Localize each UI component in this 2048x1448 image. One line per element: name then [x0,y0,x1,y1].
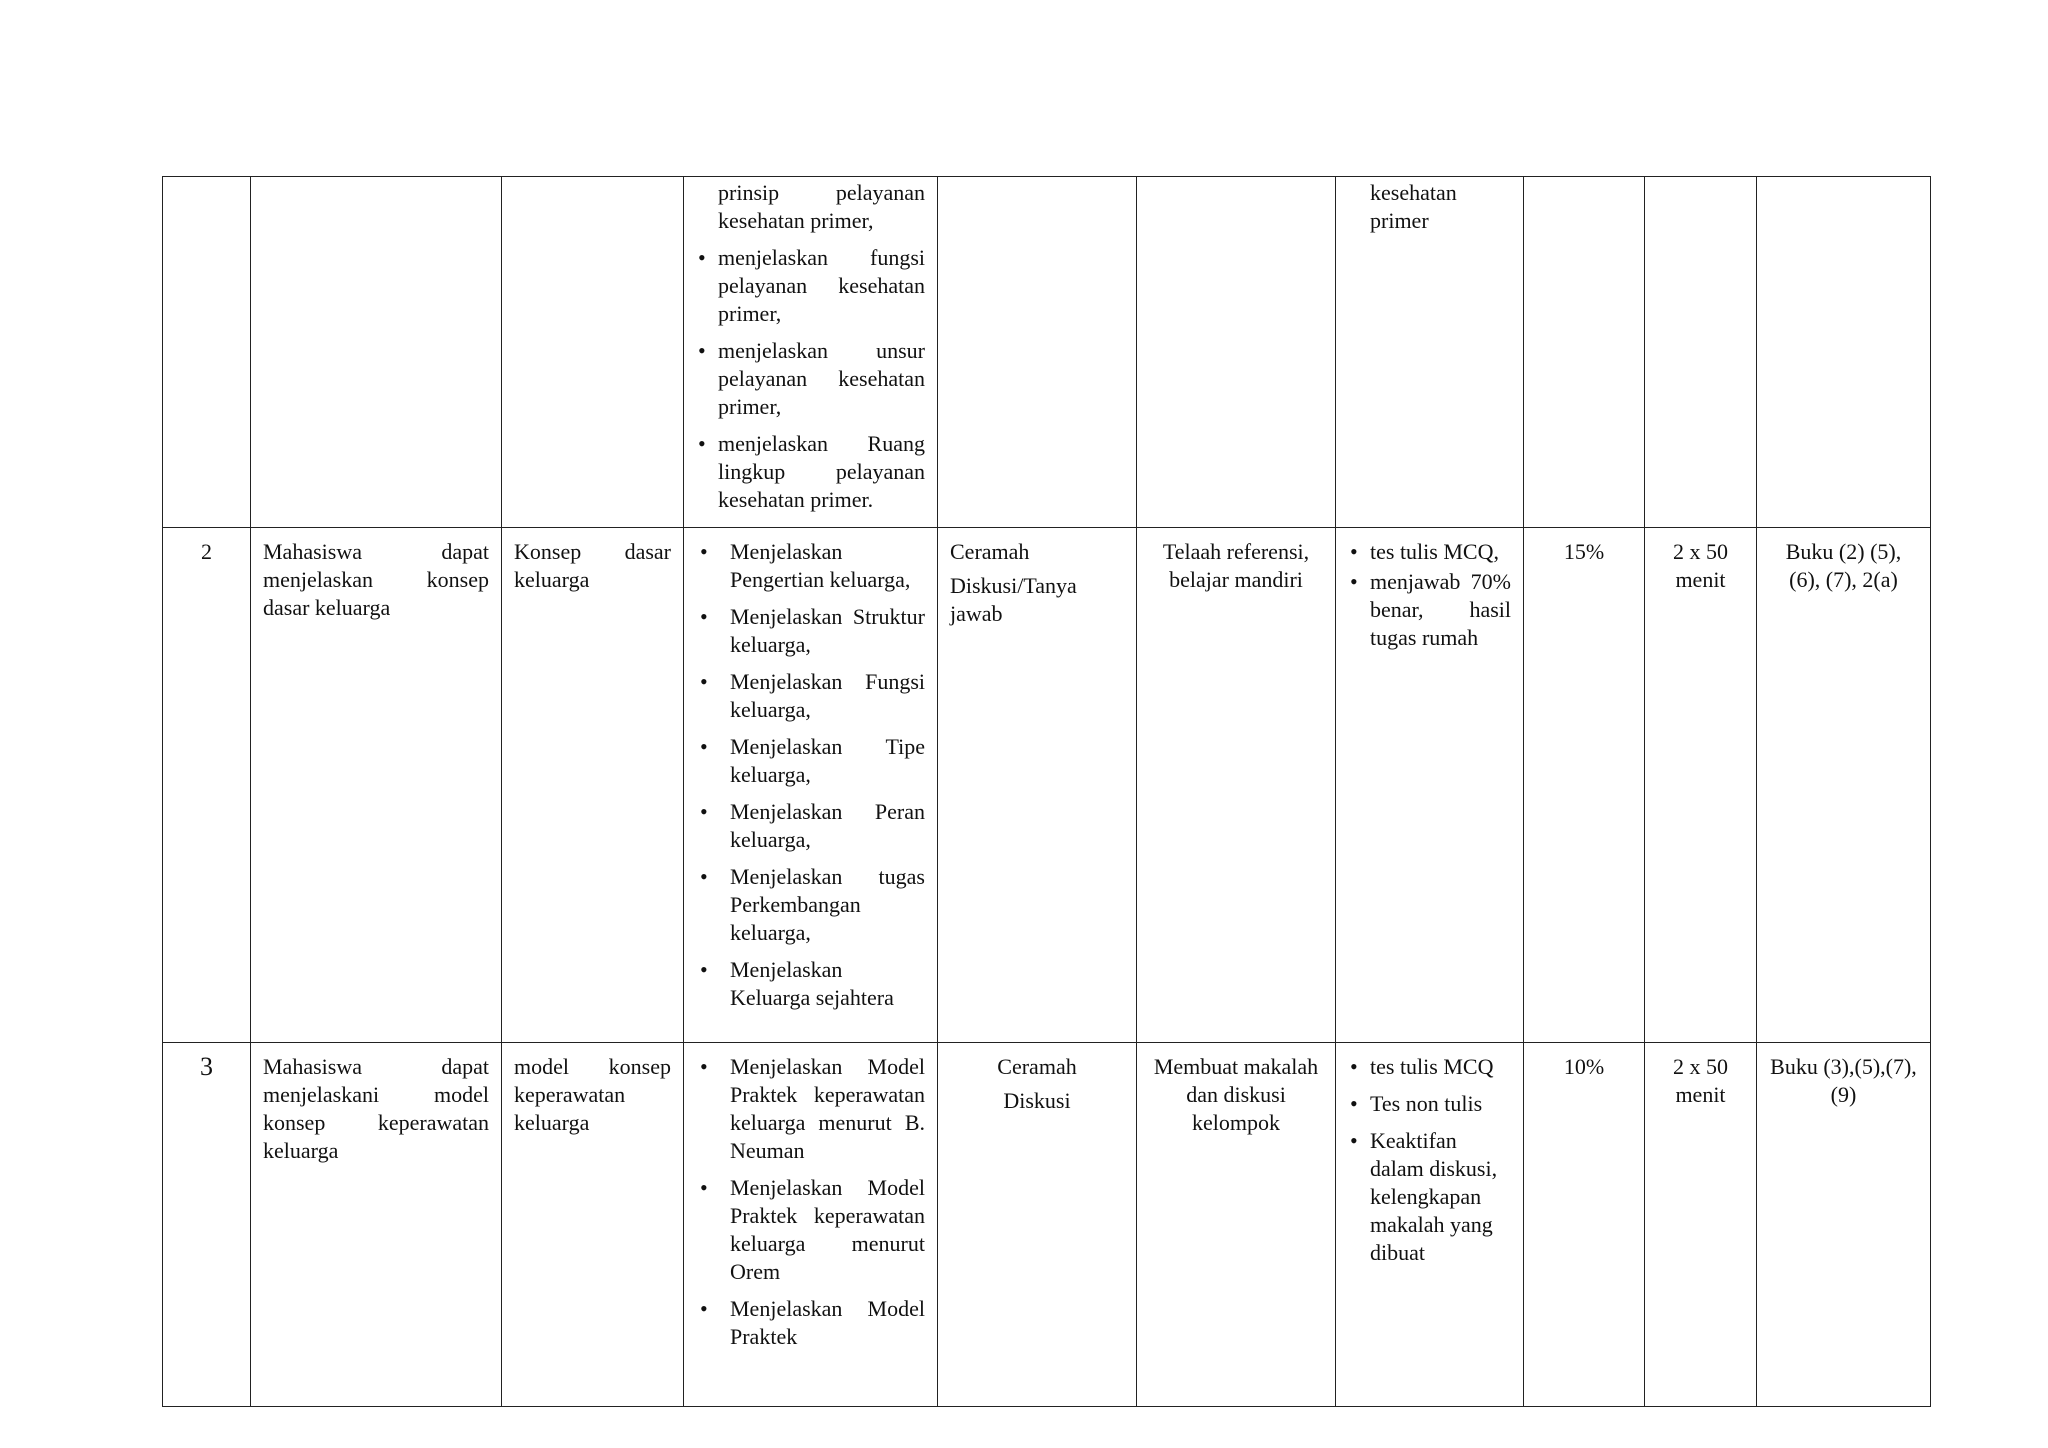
bullet-icon: • [1350,569,1358,594]
list-item: • Menjelaskan Pengertian keluarga, [700,539,911,592]
cell-indikator [684,177,938,528]
bullet-icon: • [1350,1091,1358,1116]
table-row [163,528,1931,1043]
cell-bobot [1524,177,1645,528]
bullet-icon: • [700,957,708,982]
cell-bobot: 10% [1524,1043,1645,1407]
bullet-icon: • [700,669,708,694]
indikator-list [696,1053,925,1351]
bullet-icon: • [698,431,706,456]
cell-pengalaman: Telaah referensi, belajar mandiri [1137,528,1336,1043]
cell-waktu [1645,177,1757,528]
bullet-icon: • [700,1296,708,1321]
list-item: • Menjelaskan Model Praktek [700,1296,925,1349]
cell-bahan-kajian: Konsep dasar keluarga [502,528,684,1043]
list-item: • Menjelaskan Fungsi keluarga, [700,669,925,722]
list-item: • tes tulis MCQ [1350,1054,1494,1079]
list-item: • menjelaskan unsur pelayanan kesehatan primer, [698,338,925,419]
list-item: • menjelaskan Ruang lingkup pelayanan kesehatan primer. [698,431,925,512]
bullet-icon: • [1350,1054,1358,1079]
bullet-icon: • [700,604,708,629]
cell-referensi: Buku (2) (5), (6), (7), 2(a) [1757,528,1931,1043]
cell-indikator [684,1043,938,1407]
bullet-icon: • [700,1054,708,1079]
cell-bobot: 15% [1524,528,1645,1043]
cell-bahan-kajian [502,177,684,528]
cell-waktu: 2 x 50 menit [1645,528,1757,1043]
metode-item: Diskusi/Tanya jawab [950,573,1077,626]
list-item: • Menjelaskan Model Praktek keperawatan keluarga menurut B. Neuman [700,1054,925,1163]
bullet-icon: • [1350,1128,1358,1153]
cell-no [163,177,251,528]
list-item: • menjelaskan fungsi pelayanan kesehatan primer, [698,245,925,326]
cell-indikator [684,528,938,1043]
list-item: • menjawab 70% benar, hasil tugas rumah [1350,569,1511,650]
bullet-icon: • [700,864,708,889]
table-row [163,1043,1931,1407]
cell-kemampuan [251,177,502,528]
indikator-list [696,244,925,514]
list-item: • Keaktifan dalam diskusi, kelengkapan makalah yang dibuat [1350,1128,1498,1265]
kriteria-list [1348,538,1511,652]
bullet-icon: • [700,539,708,564]
indikator-continuation: prinsip pelayanan kesehatan primer, [718,180,925,233]
cell-pengalaman [1137,177,1336,528]
cell-waktu: 2 x 50 menit [1645,1043,1757,1407]
bullet-icon: • [700,799,708,824]
cell-metode [938,528,1137,1043]
cell-metode [938,177,1137,528]
cell-kriteria [1336,528,1524,1043]
list-item: • Menjelaskan Keluarga sejahtera [700,957,894,1010]
list-item: • Menjelaskan Tipe keluarga, [700,734,925,787]
cell-metode [938,1043,1137,1407]
cell-referensi: Buku (3),(5),(7), (9) [1757,1043,1931,1407]
cell-no: 3 [163,1043,251,1407]
list-item: • Menjelaskan Struktur keluarga, [700,604,925,657]
indikator-list [696,538,925,1012]
bullet-icon: • [698,338,706,363]
bullet-icon: • [700,1175,708,1200]
cell-kriteria [1336,1043,1524,1407]
cell-pengalaman: Membuat makalah dan diskusi kelompok [1137,1043,1336,1407]
cell-kemampuan: Mahasiswa dapat menjelaskani model konsep keperawatan keluarga [251,1043,502,1407]
cell-no: 2 [163,528,251,1043]
list-item: • Tes non tulis [1350,1091,1483,1116]
list-item: • Menjelaskan Model Praktek keperawatan keluarga menurut Orem [700,1175,925,1284]
metode-item: Ceramah [997,1054,1077,1079]
bullet-icon: • [700,734,708,759]
cell-kemampuan: Mahasiswa dapat menjelaskan konsep dasar keluarga [251,528,502,1043]
list-item: • tes tulis MCQ, [1350,539,1499,564]
kriteria-list [1348,1053,1511,1267]
metode-item: Ceramah [950,539,1030,564]
list-item: • Menjelaskan tugas Perkembangan keluarga, [700,864,925,945]
bullet-icon: • [1350,539,1358,564]
rps-table [162,176,1931,1407]
cell-bahan-kajian: model konsep keperawatan keluarga [502,1043,684,1407]
list-item: • Menjelaskan Peran keluarga, [700,799,925,852]
metode-item: Diskusi [1003,1088,1071,1113]
cell-kriteria [1336,177,1524,528]
cell-referensi [1757,177,1931,528]
bullet-icon: • [698,245,706,270]
kriteria-continuation: kesehatan primer [1370,180,1457,233]
table-row [163,177,1931,528]
